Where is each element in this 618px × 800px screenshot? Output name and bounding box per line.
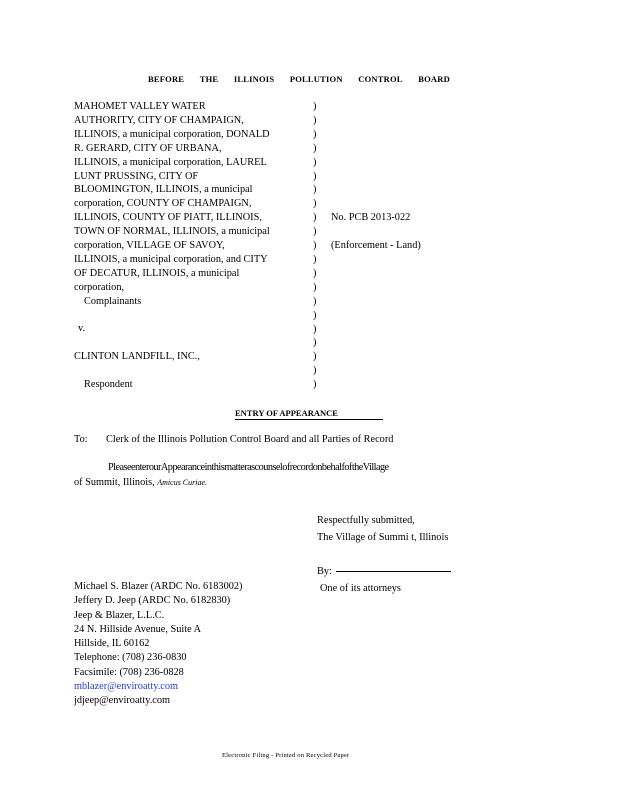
caption-parenthesis: ): [313, 184, 317, 196]
heading-word: POLLUTION: [289, 74, 343, 84]
body-line-2-text: of Summit, Illinois,: [74, 477, 158, 488]
complainant-line: OF DECATUR, ILLINOIS, a municipal: [74, 267, 240, 279]
caption-parenthesis: ): [313, 351, 317, 363]
respondent-label: Respondent: [84, 379, 133, 391]
caption-parenthesis: ): [313, 267, 317, 279]
complainant-line: MAHOMET VALLEY WATER: [74, 101, 206, 112]
complainant-line: ILLINOIS, a municipal corporation, and CITY: [74, 253, 268, 265]
complainant-line: LUNT PRUSSING, CITY OF: [74, 170, 199, 182]
closing-text: Respectfully submitted,: [317, 515, 415, 526]
address-line: Telephone: (708) 236-0830: [74, 652, 187, 664]
complainant-line: R. GERARD, CITY OF URBANA,: [74, 142, 222, 154]
caption-parenthesis: ): [313, 156, 317, 168]
spacer: [74, 336, 296, 350]
address-line: Hillside, IL 60162: [74, 638, 150, 650]
heading-word: BOARD: [418, 74, 450, 84]
complainant-line: BLOOMINGTON, ILLINOIS, a municipal: [74, 184, 253, 196]
heading-word: CONTROL: [358, 74, 403, 84]
court-heading: [148, 74, 450, 84]
addressee-text: Clerk of the Illinois Pollution Control Board and all Parties of Record: [106, 434, 394, 445]
signature-block: [317, 512, 448, 546]
spacer: [74, 309, 296, 323]
complainant-line: ILLINOIS, a municipal corporation, LAUREL: [74, 156, 267, 168]
addressee-label: To:: [74, 434, 88, 445]
body-line-2: [74, 477, 207, 488]
versus-label: v.: [78, 323, 86, 335]
caption-parenthesis: ): [313, 170, 317, 182]
address-line: Jeffery D. Jeep (ARDC No. 6182830): [74, 595, 231, 607]
by-label: By:: [317, 566, 332, 577]
case-number: No. PCB 2013-022: [331, 212, 411, 223]
complainant-line: TOWN OF NORMAL, ILLINOIS, a municipal: [74, 226, 270, 238]
caption-parenthesis: ): [313, 226, 317, 238]
caption-parenthesis: ): [313, 212, 317, 224]
caption-parenthesis: ): [313, 295, 317, 307]
complainant-line: corporation,: [74, 281, 125, 293]
caption-parenthesis: ): [313, 142, 317, 154]
signing-party: The Village of Summi t, Illinois: [317, 532, 449, 543]
caption-parenthesis: ): [313, 323, 317, 335]
caption-parenthesis: ): [313, 337, 317, 349]
attorneys-caption: One of its attorneys: [320, 583, 401, 594]
caption-parenthesis: ): [313, 101, 317, 112]
attorney-address-block: [74, 580, 242, 709]
case-caption-parties: [74, 100, 296, 392]
respondent-name: CLINTON LANDFILL, INC.,: [74, 351, 200, 363]
caption-parenthesis-column: [313, 100, 316, 392]
amicus-curiae-text: Amicus Curiae.: [157, 478, 208, 487]
caption-parenthesis: ): [313, 253, 317, 265]
signature-line: [317, 566, 451, 577]
complainant-line: corporation, COUNTY OF CHAMPAIGN,: [74, 198, 252, 210]
address-line: 24 N. Hillside Avenue, Suite A: [74, 623, 202, 635]
addressee-line: [74, 434, 393, 445]
case-type: (Enforcement - Land): [331, 240, 421, 251]
signature-rule: [336, 571, 451, 572]
caption-parenthesis: ): [313, 365, 317, 377]
address-line: Facsimile: (708) 236-0828: [74, 666, 184, 678]
complainants-label: Complainants: [84, 295, 142, 307]
body-line-1: PleaseenterourAppearanceinthismatterascounselofrecordonbehalfoftheVillage: [108, 462, 389, 473]
email-text: jdjeep@enviroatty.com: [74, 695, 171, 707]
address-line: Michael S. Blazer (ARDC No. 6183002): [74, 581, 243, 592]
complainant-line: corporation, VILLAGE OF SAVOY,: [74, 240, 225, 252]
caption-parenthesis: ): [313, 240, 317, 252]
caption-parenthesis: ): [313, 198, 317, 210]
email-link[interactable]: mblazer@enviroatty.com: [74, 681, 179, 693]
caption-parenthesis: ): [313, 379, 317, 391]
page-footer: Electronic Filing - Printed on Recycled Paper: [222, 752, 350, 759]
complainant-line: ILLINOIS, a municipal corporation, DONALD: [74, 128, 270, 140]
document-title: ENTRY OF APPEARANCE: [235, 408, 383, 420]
heading-word: THE: [199, 74, 219, 84]
caption-parenthesis: ): [313, 114, 317, 126]
caption-parenthesis: ): [313, 281, 317, 293]
complainant-line: ILLINOIS, COUNTY OF PIATT, ILLINOIS,: [74, 212, 262, 224]
address-line: Jeep & Blazer, L.L.C.: [74, 609, 165, 621]
heading-word: BEFORE: [148, 74, 185, 84]
spacer: [74, 364, 296, 378]
heading-word: ILLINOIS: [233, 74, 275, 84]
complainant-line: AUTHORITY, CITY OF CHAMPAIGN,: [74, 114, 244, 126]
caption-parenthesis: ): [313, 128, 317, 140]
caption-parenthesis: ): [313, 309, 317, 321]
